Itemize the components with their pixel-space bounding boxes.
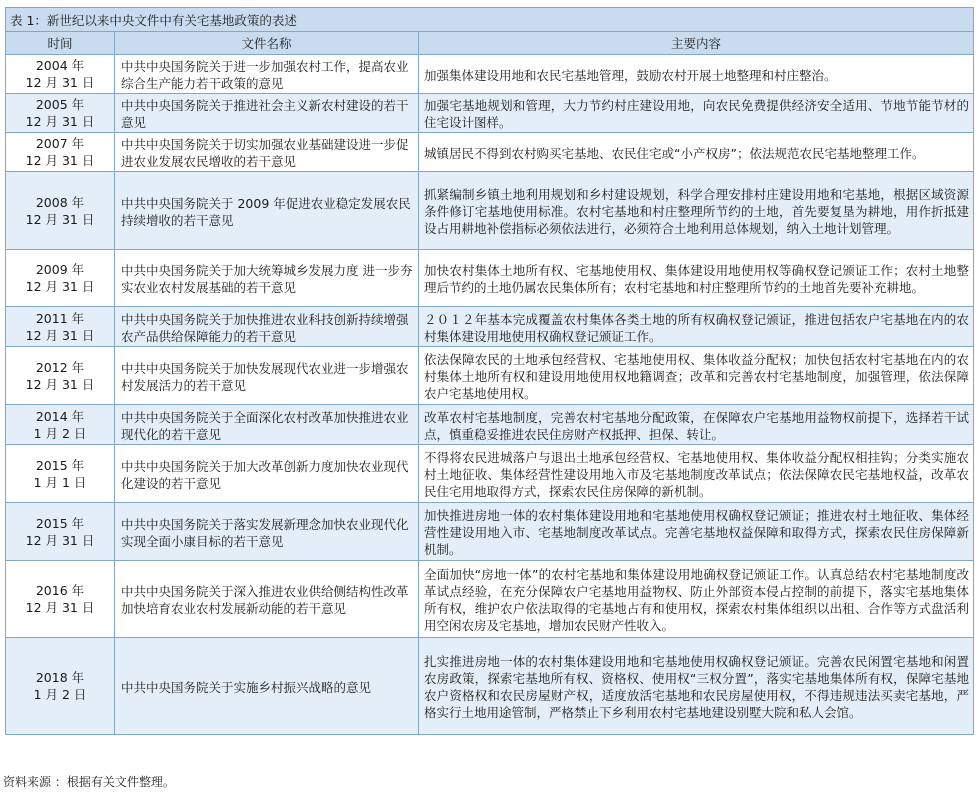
table-row xyxy=(6,347,974,405)
cell-doc-name: 中共中央国务院关于进一步加强农村工作，提高农业综合生产能力若干政策的意见 xyxy=(115,55,419,94)
table-title: 表 1：新世纪以来中央文件中有关宅基地政策的表述 xyxy=(6,8,974,32)
table-row xyxy=(6,405,974,445)
date-year: 2007 年 xyxy=(35,136,85,151)
cell-time xyxy=(6,503,115,561)
cell-content: 抓紧编制乡镇土地利用规划和乡村建设规划，科学合理安排村庄建设用地和宅基地，根据区域资源条件修订宅基地使用标准。农村宅基地和村庄整理所节约的土地，首先要复垦为耕地，用作折抵建设占用耕地补偿指标必须依法进行，必须符合土地利用总体规划，纳入土地计划管理。 xyxy=(419,172,974,250)
cell-time xyxy=(6,561,115,638)
date-day: 12 月 31 日 xyxy=(25,532,95,548)
table-header-row xyxy=(6,32,974,55)
cell-content: 依法保障农民的土地承包经营权、宅基地使用权、集体收益分配权；加快包括农村宅基地在内的农村集体土地所有权和建设用地使用权地籍调查；改革和完善农村宅基地制度，加强管理，依法保障农户宅基地使用权。 xyxy=(419,347,974,405)
date-year: 2012 年 xyxy=(35,359,85,375)
date-year: 2011 年 xyxy=(35,310,85,326)
table-row xyxy=(6,307,974,347)
cell-time xyxy=(6,307,115,347)
cell-time xyxy=(6,172,115,250)
cell-time xyxy=(6,55,115,94)
source-note: 资料来源 ：根据有关文件整理。 xyxy=(3,775,175,789)
date-year: 2014 年 xyxy=(35,408,85,424)
cell-time xyxy=(6,133,115,172)
cell-content: 改革农村宅基地制度，完善农村宅基地分配政策，在保障农户宅基地用益物权前提下，选择若干试点，慎重稳妥推进农民住房财产权抵押、担保、转让。 xyxy=(419,405,974,445)
date-year: 2009 年 xyxy=(35,262,85,277)
table-row xyxy=(6,445,974,503)
policy-table-container xyxy=(5,7,973,735)
date-year: 2005 年 xyxy=(35,97,85,112)
cell-content: 加强宅基地规划和管理，大力节约村庄建设用地，向农民免费提供经济安全适用、节地节能节材的住宅设计图样。 xyxy=(419,94,974,133)
date-day: 12 月 31 日 xyxy=(25,153,95,168)
cell-doc-name: 中共中央国务院关于加快推进农业科技创新持续增强农产品供给保障能力的若干意见 xyxy=(115,307,419,347)
cell-time xyxy=(6,638,115,735)
header-doc: 文件名称 xyxy=(115,32,419,55)
cell-doc-name: 中共中央国务院关于全面深化农村改革加快推进农业现代化的若干意见 xyxy=(115,405,419,445)
cell-content: 全面加快“房地一体”的农村宅基地和集体建设用地确权登记颁证工作。认真总结农村宅基地制度改革试点经验，在充分保障农户宅基地用益物权、防止外部资本侵占控制的前提下，落实宅基地集体所有权，维护农户依法取得的宅基地占有和使用权，探索农村集体组织以出租、合作等方式盘活利用空闲农房及宅基地，增加农民财产性收入。 xyxy=(419,561,974,638)
table-row xyxy=(6,638,974,735)
table-row xyxy=(6,55,974,94)
date-day: 12 月 31 日 xyxy=(25,600,95,615)
date-day: 12 月 31 日 xyxy=(25,279,95,294)
table-row xyxy=(6,250,974,307)
header-content: 主要内容 xyxy=(419,32,974,55)
date-day: 1 月 2 日 xyxy=(33,687,87,702)
policy-table xyxy=(5,7,974,735)
cell-doc-name: 中共中央国务院关于 2009 年促进农业稳定发展农民持续增收的若干意见 xyxy=(115,172,419,250)
date-day: 12 月 31 日 xyxy=(25,114,95,129)
date-day: 1 月 2 日 xyxy=(33,425,87,441)
cell-time xyxy=(6,347,115,405)
cell-doc-name: 中共中央国务院关于加大统筹城乡发展力度 进一步夯实农业农村发展基础的若干意见 xyxy=(115,250,419,307)
cell-doc-name: 中共中央国务院关于加快发展现代农业进一步增强农村发展活力的若干意见 xyxy=(115,347,419,405)
cell-doc-name: 中共中央国务院关于实施乡村振兴战略的意见 xyxy=(115,638,419,735)
date-day: 12 月 31 日 xyxy=(25,376,95,392)
cell-doc-name: 中共中央国务院关于推进社会主义新农村建设的若干意见 xyxy=(115,94,419,133)
date-day: 12 月 31 日 xyxy=(25,327,95,343)
date-year: 2008 年 xyxy=(35,194,85,210)
table-title-row xyxy=(6,8,974,32)
cell-doc-name: 中共中央国务院关于加大改革创新力度加快农业现代化建设的若干意见 xyxy=(115,445,419,503)
cell-content: 不得将农民进城落户与退出土地承包经营权、宅基地使用权、集体收益分配权相挂钩；分类实施农村土地征收、集体经营性建设用地入市及宅基地制度改革试点；依法保障农民宅基地权益，改革农民住宅用地取得方式，探索农民住房保障的新机制。 xyxy=(419,445,974,503)
date-day: 1 月 1 日 xyxy=(33,474,87,490)
date-year: 2015 年 xyxy=(35,457,85,473)
cell-time xyxy=(6,94,115,133)
cell-time xyxy=(6,405,115,445)
table-row xyxy=(6,133,974,172)
date-day: 12 月 31 日 xyxy=(25,211,95,227)
cell-time xyxy=(6,445,115,503)
header-time: 时间 xyxy=(6,32,115,55)
table-row xyxy=(6,94,974,133)
table-row xyxy=(6,503,974,561)
cell-content: 扎实推进房地一体的农村集体建设用地和宅基地使用权确权登记颁证。完善农民闲置宅基地和闲置农房政策，探索宅基地所有权、资格权、使用权“三权分置”，落实宅基地集体所有权，保障宅基地农户资格权和农民房屋财产权，适度放活宅基地和农民房屋使用权，不得违规违法买卖宅基地，严格实行土地用途管制，严格禁止下乡利用农村宅基地建设别墅大院和私人会馆。 xyxy=(419,638,974,735)
table-body xyxy=(6,55,974,735)
cell-content: 加快农村集体土地所有权、宅基地使用权、集体建设用地使用权等确权登记颁证工作；农村土地整理后节约的土地仍属农民集体所有；农村宅基地和村庄整理所节约的土地首先要补充耕地。 xyxy=(419,250,974,307)
table-row xyxy=(6,172,974,250)
date-year: 2004 年 xyxy=(35,58,85,73)
cell-doc-name: 中共中央国务院关于深入推进农业供给侧结构性改革加快培育农业农村发展新动能的若干意见 xyxy=(115,561,419,638)
date-year: 2016 年 xyxy=(35,583,85,598)
cell-content: 城镇居民不得到农村购买宅基地、农民住宅或“小产权房”；依法规范农民宅基地整理工作。 xyxy=(419,133,974,172)
date-year: 2018 年 xyxy=(35,670,85,685)
table-row xyxy=(6,561,974,638)
cell-content: ２０１２年基本完成覆盖农村集体各类土地的所有权确权登记颁证，推进包括农户宅基地在内的农村集体建设用地使用权确权登记颁证工作。 xyxy=(419,307,974,347)
cell-doc-name: 中共中央国务院关于切实加强农业基础建设进一步促进农业发展农民增收的若干意见 xyxy=(115,133,419,172)
cell-time xyxy=(6,250,115,307)
cell-content: 加强集体建设用地和农民宅基地管理，鼓励农村开展土地整理和村庄整治。 xyxy=(419,55,974,94)
cell-doc-name: 中共中央国务院关于落实发展新理念加快农业现代化实现全面小康目标的若干意见 xyxy=(115,503,419,561)
date-year: 2015 年 xyxy=(35,515,85,531)
date-day: 12 月 31 日 xyxy=(25,75,95,90)
cell-content: 加快推进房地一体的农村集体建设用地和宅基地使用权确权登记颁证；推进农村土地征收、集体经营性建设用地入市、宅基地制度改革试点。完善宅基地权益保障和取得方式，探索农民住房保障新机制。 xyxy=(419,503,974,561)
